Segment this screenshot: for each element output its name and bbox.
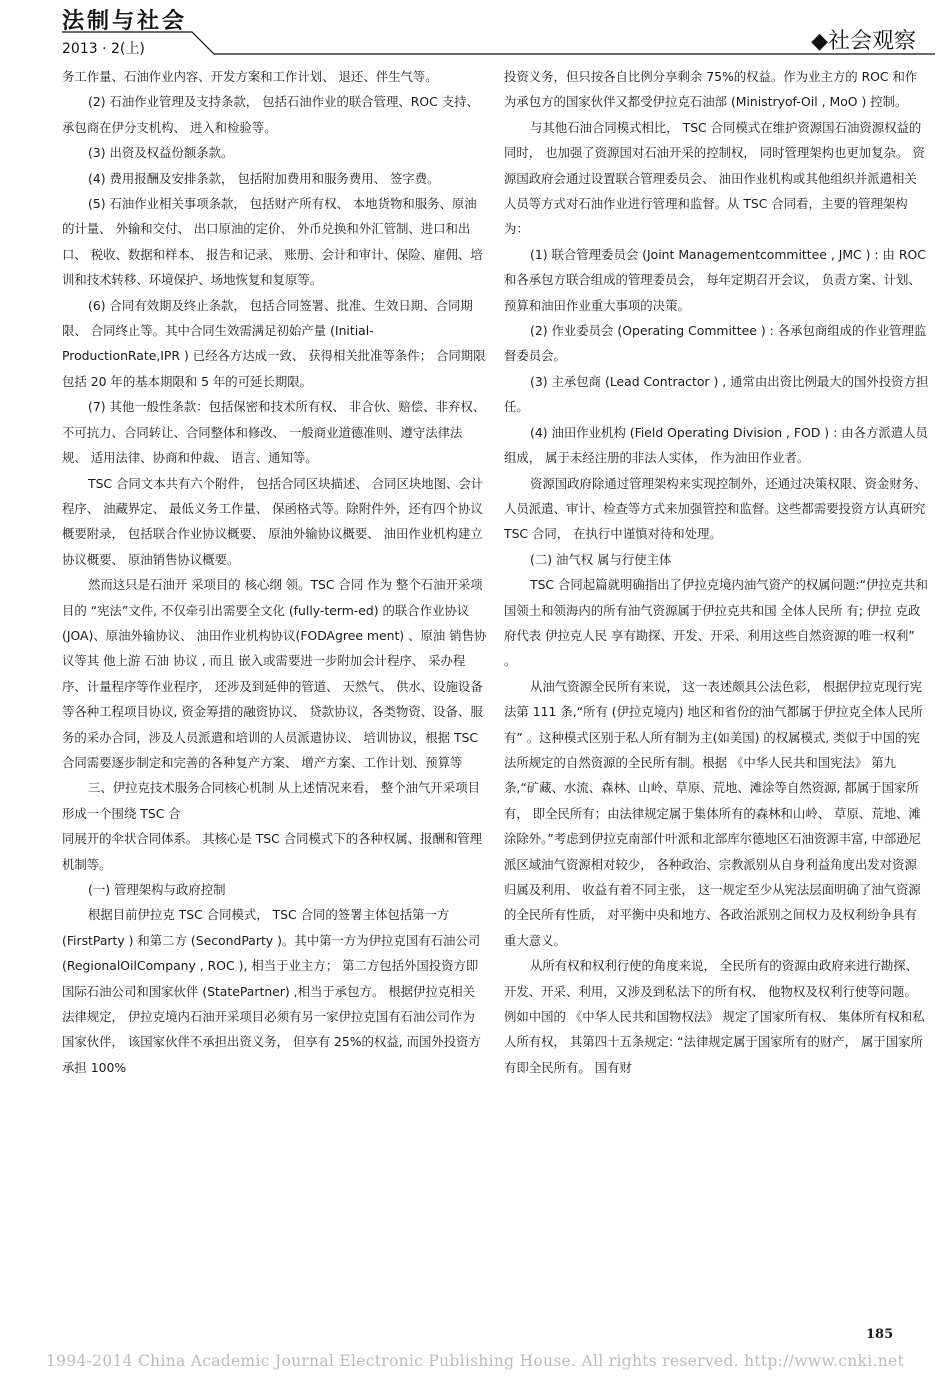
paragraph: 资源国政府除通过管理架构来实现控制外，还通过决策权限、资金财务、人员派遣、审计、检查等方式来加强管控和监督。这些都需要投资方认真研究 TSC 合同， 在执行中谨慎对待和处理。 [504,475,927,542]
paragraph: (2) 石油作业管理及支持条款， 包括石油作业的联合管理、ROC 支持、承包商在伊分支机构、 进入和检验等。 [62,94,479,135]
paragraph: 同展开的伞状合同体系。 其核心是 TSC 合同模式下的各种权属、报酬和管理机制等。 [62,831,483,872]
paragraph: (2) 作业委员会 (Operating Committee ) : 各承包商组成的作业管理监督委员会。 [504,323,927,364]
section-heading: 三、伊拉克技术服务合同核心机制 从上述情况来看， 整个油气开采项目形成一个围绕 TSC 合 [62,780,480,821]
left-column [62,64,487,1080]
subsection-heading: (二) 油气权 属与行使主体 [530,551,672,567]
paragraph: 从油气资源全民所有来说， 这一表述颇具公法色彩， 根据伊拉克现行宪法第 111 条,“所有 (伊拉克境内) 地区和省份的油气都属于伊拉克全体人民所有” 。这种模式区别于私人所有制为主(如美国) 的权属模式, 类似于中国的宪法所规定的自然资源的全民所有制。根据 《中华人民共和国宪法》 第九条,“矿藏、水流、森林、山岭、草原、荒地、滩涂等自然资源, 都属于国家所有， 即全民所有；由法律规定属于集体所有的森林和山岭、 草原、荒地、滩涂除外。”考虑到伊拉克南部什叶派和北部库尔德地区石油资源丰富, 中部逊尼派区域油气资源相对较少， 各种政治、宗教派别从自身利益角度出发对资源归属及利用、 收益有着不同主张， 这一规定至少从宪法层面明确了油气资源的全民所有性质， 对平衡中央和地方、各政治派别之间权力及权利纷争具有重大意义。 [504,678,923,948]
paragraph: (5) 石油作业相关事项条款， 包括财产所有权、 本地货物和服务、原油的计量、 外输和交付、 出口原油的定价、 外币兑换和外汇管制、进口和出口、 税收、数据和样本、 报告和记录、 账册、会计和审计、保险、雇佣、培训和技术转移、环境保护、场地恢复和复原等。 [62,196,483,288]
paragraph: (7) 其他一般性条款：包括保密和技术所有权、 非合伙、赔偿、非弃权、不可抗力、合同转让、合同整体和修改、 一般商业道德准则、遵守法律法规、 适用法律、协商和仲裁、 语言、通知等。 [62,399,486,466]
paragraph: 然而这只是石油开 采项目的 核心纲 领。TSC 合同 作为 整个石油开采项目的 “宪法”文件, 不仅牵引出需要全文化 (fully-term-ed) 的联合作业协议 (JOA)、原油外输协议、 油田作业机构协议(FODAgree ment) 、原油 销售协 议等其 他上游 石油 协议 , 而且 嵌入或需要进一步附加会计程序、 采办程序、计量程序等作业程序， 还涉及到延伸的管道、 天然气、 供水、设施设备等各种工程项目协议, 资金筹措的融资协议、 贷款协议，各类物资、设备、服务的采办合同，涉及人员派遣和培训的人员派遣协议、 培训协议，根据 TSC 合同需要逐步制定和完善的各种复产方案、 增产方案、工作计划、预算等 [62,577,487,770]
paragraph: 务工作量、石油作业内容、开发方案和工作计划、 退还、伴生气等。 [62,69,438,84]
paragraph: 从所有权和权利行使的角度来说， 全民所有的资源由政府来进行勘探、开发、开采、利用，又涉及到私法下的所有权、 他物权及权利行使等问题。例如中国的 《中华人民共和国物权法》 规定了国家所有权、 集体所有权和私人所有权， 其第四十五条规定: “法律规定属于国家所有的财产， 属于国家所有即全民所有。 国有财 [504,958,925,1075]
section-title: ◆社会观察 [811,29,916,54]
paragraph: 投资义务，但只按各自比例分享剩余 75%的权益。作为业主方的 ROC 和作为承包方的国家伙伴又都受伊拉克石油部 (Ministryof-Oil , MoO ) 控制。 [504,69,918,110]
journal-masthead: 法制与社会 [62,8,188,34]
paragraph: (4) 油田作业机构 (Field Operating Division , FOD ) : 由各方派遣人员组成， 属于未经注册的非法人实体， 作为油田作业者。 [504,424,928,466]
paragraph: (6) 合同有效期及终止条款， 包括合同签署、批准、生效日期、合同期限、 合同终止等。其中合同生效需满足初始产量 (Initial-ProductionRate,IPR ) 已经各方达成一致、 获得相关批准等条件； 合同期限包括 20 年的基本期限和 5 年的可延长期限。 [62,297,486,389]
paragraph: (3) 主承包商 (Lead Contractor ) , 通常由出资比例最大的国外投资方担任。 [504,373,929,415]
paragraph: (1) 联合管理委员会 (Joint Managementcommittee , JMC ) : 由 ROC 和各承包方联合组成的管理委员会， 每年定期召开会议， 负责方案、计划、预算和油田作业重大事项的决策。 [504,246,926,313]
paragraph: (3) 出资及权益份额条款。 [88,145,234,161]
paragraph: (4) 费用报酬及安排条款， 包括附加费用和服务费用、 签字费。 [88,170,440,186]
page-number: 185 [866,1327,894,1342]
paragraph: TSC 合同起篇就明确指出了伊拉克境内油气资产的权属问题:“伊拉克共和国领土和领海内的所有油气资源属于伊拉克共和国 全体人民所 有; 伊拉 克政府代表 伊拉克人民 享有勘探、开发、开采、利用这些自然资源的唯一权利” 。 [504,577,928,669]
copyright-footer: 1994-2014 China Academic Journal Electronic Publishing House. All rights reserved. http://www.cnki.net [45,1352,905,1370]
paragraph: 根据目前伊拉克 TSC 合同模式， TSC 合同的签署主体包括第一方 (FirstParty ) 和第二方 (SecondParty )。其中第一方为伊拉克国有石油公司 (RegionalOilCompany , ROC ), 相当于业主方； 第二方包括外国投资方即国际石油公司和国家伙伴 (StatePartner) ,相当于承包方。 根据伊拉克相关法律规定， 伊拉克境内石油开采项目必须有另一家伊拉克国有石油公司作为国家伙伴， 该国家伙伴不承担出资义务， 但享有 25%的权益, 而国外投资方承担 100% [62,907,481,1075]
issue-number: 2013 · 2(上) [62,41,145,57]
subsection-heading: (一) 管理架构与政府控制 [88,882,226,897]
right-column [504,64,929,1080]
paragraph: 与其他石油合同模式相比， TSC 合同模式在维护资源国石油资源权益的同时， 也加强了资源国对石油开采的控制权， 同时管理架构也更加复杂。 资源国政府会通过设置联合管理委员会、 油田作业机构或其他组织并派遣相关人员等方式对石油作业进行管理和监督。从 TSC 合同看，主要的管理架构为： [504,119,925,237]
paragraph: TSC 合同文本共有六个附件， 包括合同区块描述、 合同区块地图、会计程序、 油藏界定、 最低义务工作量、 保函格式等。除附件外，还有四个协议概要附录， 包括联合作业协议概要、 原油外输协议概要、 油田作业机构建立协议概要、 原油销售协议概要。 [62,475,484,567]
